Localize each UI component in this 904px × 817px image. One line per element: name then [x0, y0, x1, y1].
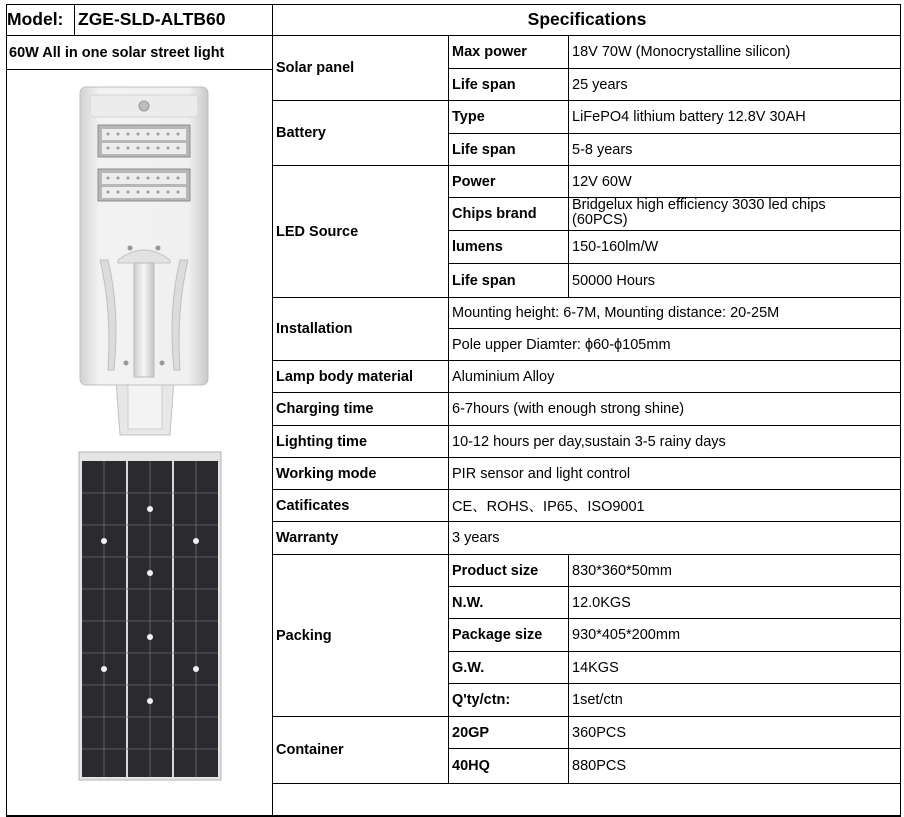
installation-pole-diameter: Pole upper Diamter: ϕ60-ϕ105mm: [452, 336, 671, 353]
border: [272, 783, 901, 784]
packing-product-size-value: 830*360*50mm: [572, 562, 672, 579]
warranty-value: 3 years: [452, 530, 500, 546]
packing-label: Packing: [276, 627, 332, 644]
solar-panel-label: Solar panel: [276, 60, 355, 76]
container-20gp-key: 20GP: [452, 724, 490, 741]
packing-nw-value: 12.0KGS: [572, 594, 631, 611]
charging-time-value: 6-7hours (with enough strong shine): [452, 401, 685, 417]
packing-qty-ctn-value: 1set/ctn: [572, 692, 623, 708]
battery-label: Battery: [276, 125, 326, 141]
lighting-time-value: 10-12 hours per day,sustain 3-5 rainy days: [452, 433, 726, 450]
border: [6, 69, 273, 70]
led-power-value: 12V 60W: [572, 173, 632, 190]
container-40hq-value: 880PCS: [572, 758, 627, 774]
packing-gw-key: G.W.: [452, 659, 485, 676]
solar-max-power-value: 18V 70W (Monocrystalline silicon): [572, 44, 791, 60]
border: [74, 4, 75, 35]
specifications-title: Specifications: [527, 9, 647, 29]
battery-type-value: LiFePO4 lithium battery 12.8V 30AH: [572, 109, 806, 125]
led-source-label: LED Source: [276, 223, 359, 240]
led-life-span-value: 50000 Hours: [572, 272, 656, 289]
lighting-time-label: Lighting time: [276, 433, 368, 450]
solar-life-span-key: Life span: [452, 76, 516, 93]
solar-max-power-key: Max power: [452, 44, 527, 60]
container-label: Container: [276, 742, 344, 758]
border: [6, 4, 901, 5]
model-label: Model:: [7, 9, 64, 29]
led-life-span-key: Life span: [452, 272, 516, 289]
installation-label: Installation: [276, 321, 353, 337]
battery-type-key: Type: [452, 109, 485, 125]
certificates-value: CE、ROHS、IP65、ISO9001: [452, 499, 645, 515]
packing-package-size-value: 930*405*200mm: [572, 627, 681, 643]
model-value: ZGE-SLD-ALTB60: [78, 9, 226, 29]
container-20gp-value: 360PCS: [572, 724, 627, 741]
battery-life-span-key: Life span: [452, 141, 516, 158]
led-power-key: Power: [452, 173, 496, 190]
lamp-body-material-label: Lamp body material: [276, 368, 413, 385]
container-40hq-key: 40HQ: [452, 758, 490, 774]
border: [6, 4, 7, 817]
led-lumens-key: lumens: [452, 239, 503, 255]
solar-life-span-value: 25 years: [572, 76, 628, 93]
led-chips-brand-value: Bridgelux high efficiency 3030 led chips (60PCS): [572, 198, 826, 228]
packing-product-size-key: Product size: [452, 562, 539, 579]
lamp-body-material-value: Aluminium Alloy: [452, 368, 555, 385]
charging-time-label: Charging time: [276, 401, 374, 417]
solar-panel-icon: [78, 451, 222, 781]
product-name: 60W All in one solar street light: [9, 44, 225, 61]
working-mode-label: Working mode: [276, 465, 377, 482]
packing-gw-value: 14KGS: [572, 659, 619, 676]
led-lumens-value: 150-160lm/W: [572, 239, 659, 255]
border: [900, 4, 901, 817]
installation-mounting: Mounting height: 6-7M, Mounting distance: 20-25M: [452, 305, 780, 321]
packing-package-size-key: Package size: [452, 627, 543, 643]
led-chips-brand-key: Chips brand: [452, 206, 537, 222]
battery-life-span-value: 5-8 years: [572, 141, 633, 158]
solar-street-lamp-icon: [78, 85, 210, 437]
working-mode-value: PIR sensor and light control: [452, 465, 631, 482]
certificates-label: Catificates: [276, 497, 350, 514]
packing-nw-key: N.W.: [452, 594, 484, 611]
packing-qty-ctn-key: Q'ty/ctn:: [452, 692, 511, 708]
warranty-label: Warranty: [276, 530, 339, 546]
